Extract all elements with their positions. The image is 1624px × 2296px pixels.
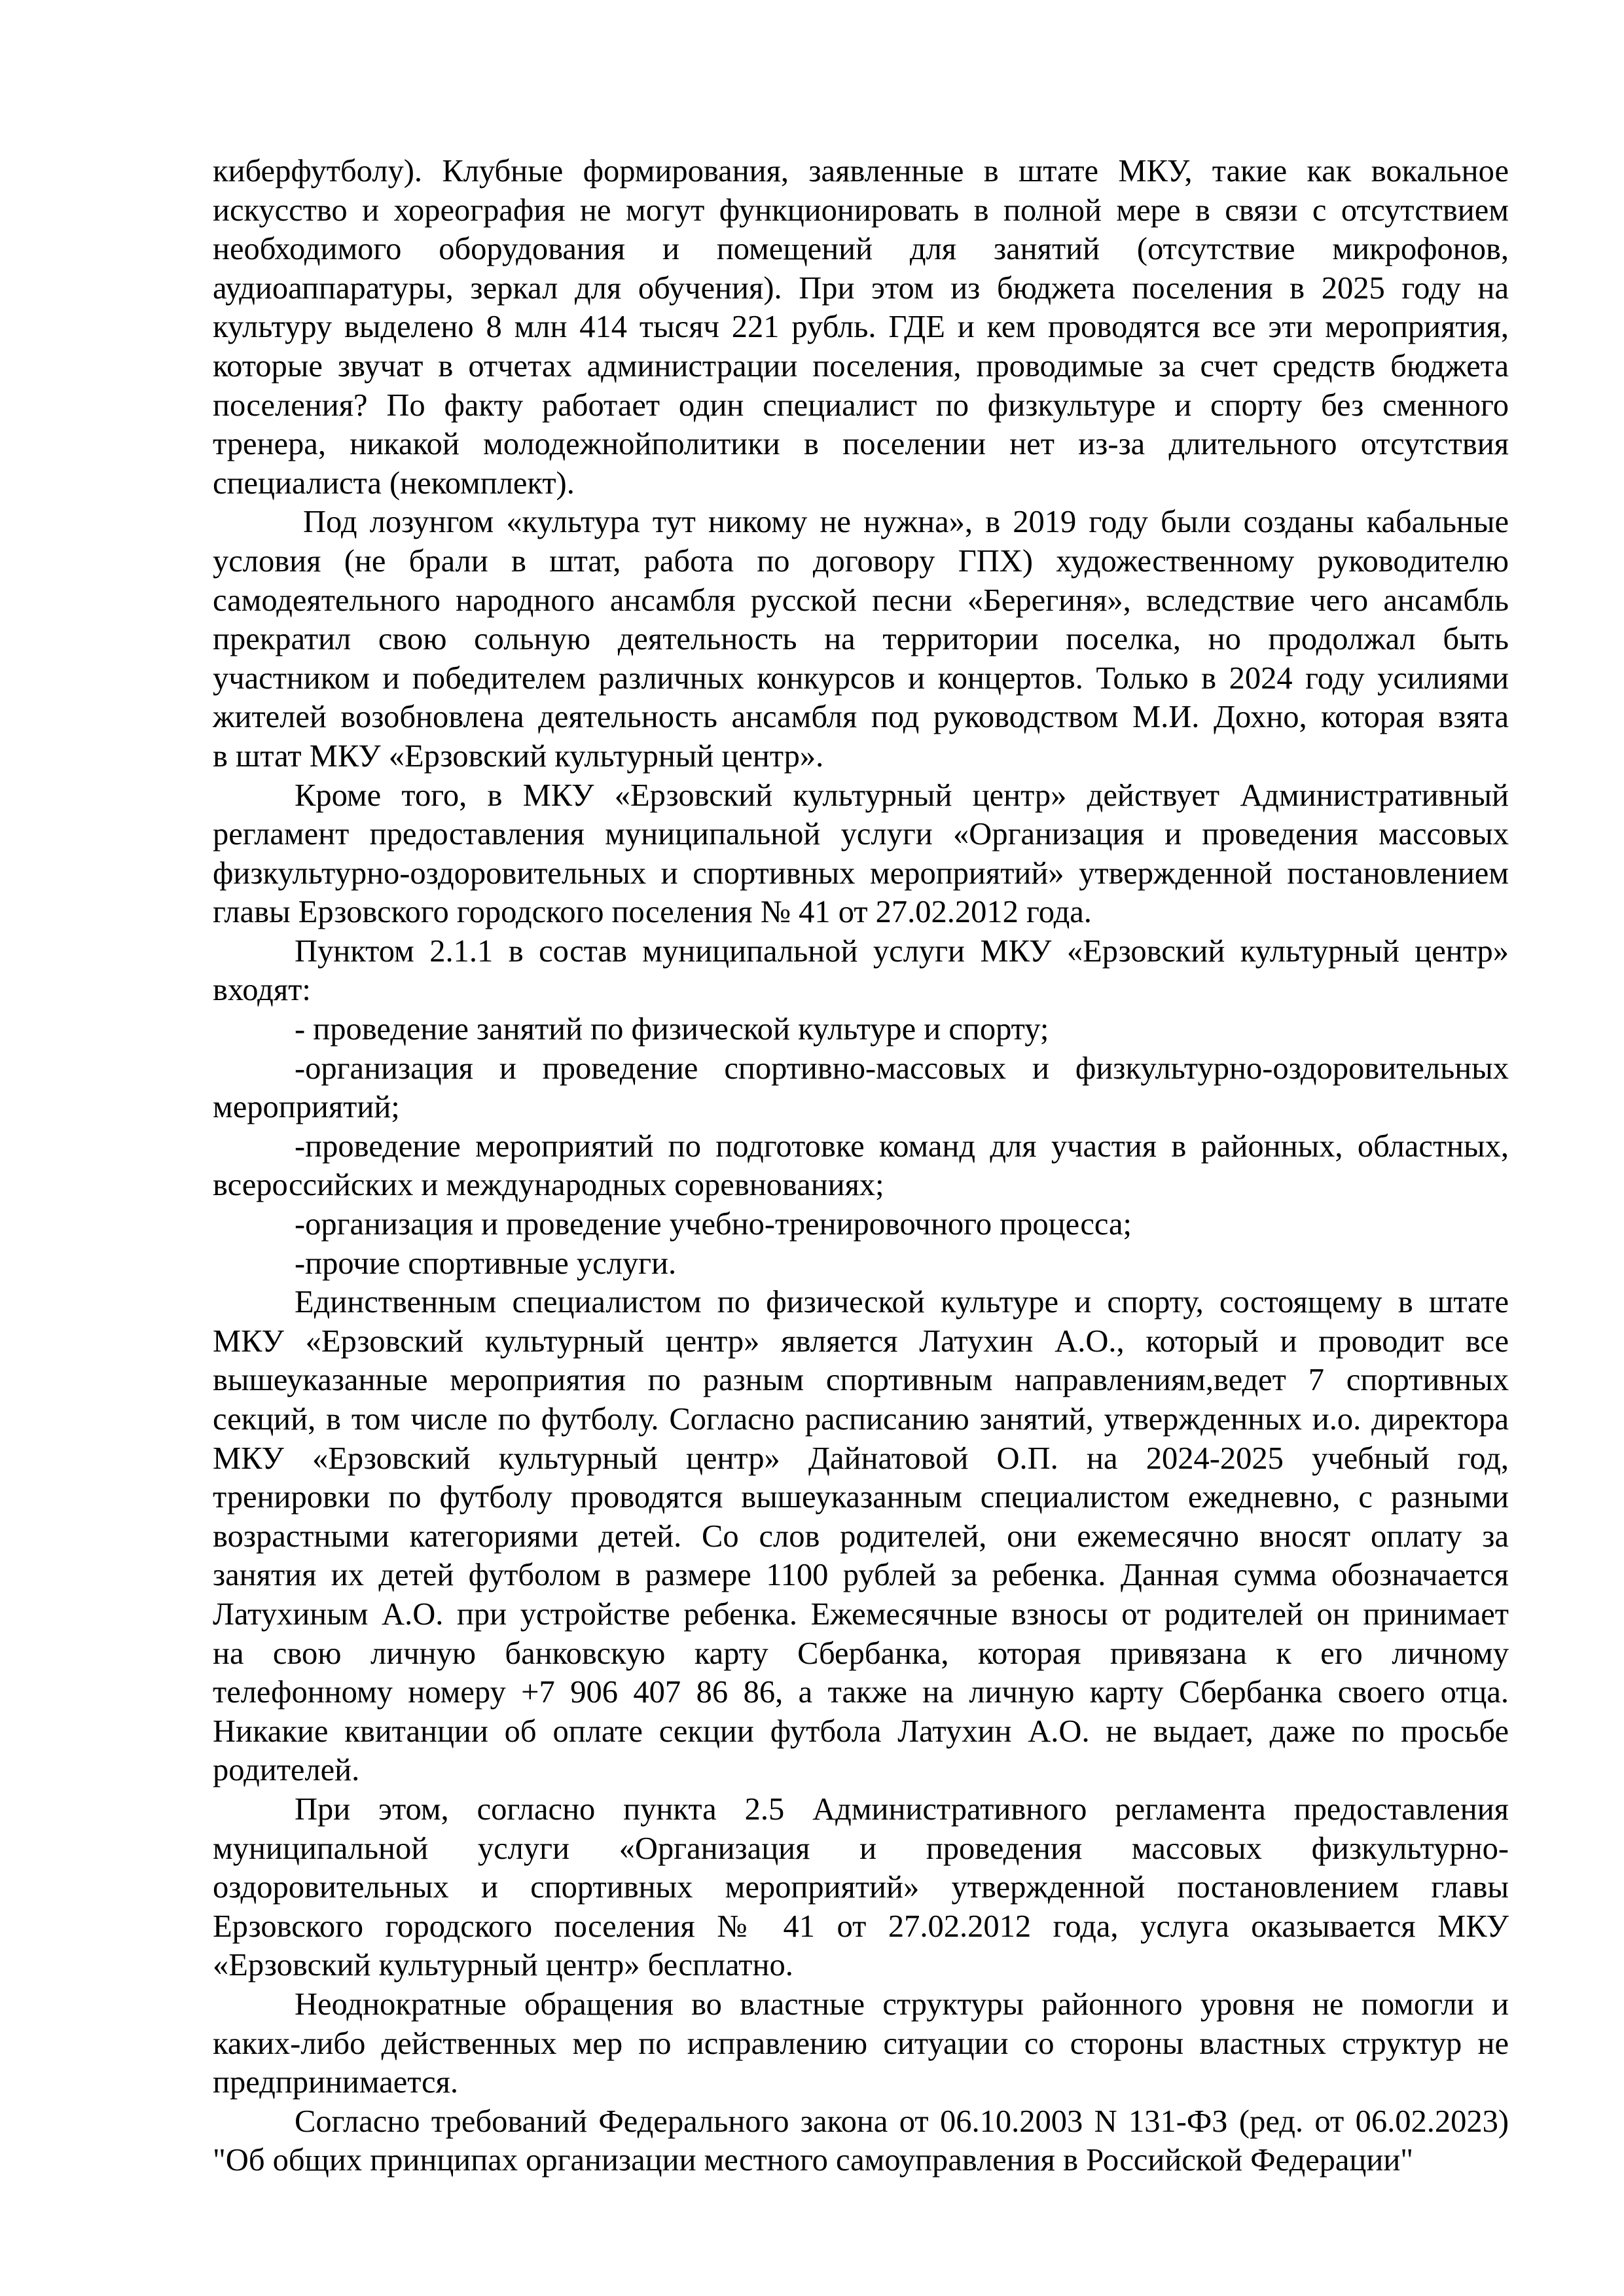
text-line: МКУ «Ерзовский культурный центр» является Латухин А.О., который и проводит все bbox=[213, 1323, 1509, 1359]
list-item bbox=[213, 1205, 1509, 1244]
paragraph-federal-law bbox=[213, 2102, 1509, 2180]
text-line: поселения? По факту работает один специалист по физкультуре и спорту без сменного bbox=[213, 387, 1509, 423]
text-line: Никакие квитанции об оплате секции футбола Латухин А.О. не выдает, даже по просьбе bbox=[213, 1713, 1509, 1749]
text-line: Кроме того, в МКУ «Ерзовский культурный центр» действует Административный bbox=[295, 778, 1509, 813]
text-line: участником и победителем различных конкурсов и концертов. Только в 2024 году усилиями bbox=[213, 660, 1509, 696]
text-line: возрастными категориями детей. Со слов родителей, они ежемесячно вносят оплату за bbox=[213, 1518, 1509, 1554]
text-line: -организация и проведение спортивно-массовых и физкультурно-оздоровительных bbox=[295, 1050, 1509, 1086]
text-line: При этом, согласно пункта 2.5 Административного регламента предоставления bbox=[295, 1791, 1509, 1827]
text-line: -организация и проведение учебно-тренировочного процесса; bbox=[295, 1207, 1132, 1242]
text-line: МКУ «Ерзовский культурный центр» Дайнатовой О.П. на 2024-2025 учебный год, bbox=[213, 1441, 1509, 1476]
text-line: входят: bbox=[213, 973, 311, 1008]
text-line: самодеятельного народного ансамбля русской песни «Берегиня», вследствие чего ансамбль bbox=[213, 583, 1509, 618]
text-line: необходимого оборудования и помещений для занятий (отсутствие микрофонов, bbox=[213, 232, 1509, 267]
text-line: родителей. bbox=[213, 1753, 360, 1788]
text-line: - проведение занятий по физической культуре и спорту; bbox=[295, 1012, 1049, 1047]
service-list bbox=[213, 1010, 1509, 1283]
text-line: муниципальной услуги «Организация и проведения массовых физкультурно- bbox=[213, 1831, 1509, 1866]
paragraph-appeals bbox=[213, 1985, 1509, 2102]
text-line: вышеуказанные мероприятия по разным спортивным направлениям,ведет 7 спортивных bbox=[213, 1363, 1509, 1398]
text-line: киберфутболу). Клубные формирования, заявленные в штате МКУ, такие как вокальное bbox=[213, 154, 1509, 188]
paragraph-sole-specialist bbox=[213, 1283, 1509, 1790]
text-line: на свою личную банковскую карту Сбербанка, которая привязана к его личному bbox=[213, 1636, 1509, 1671]
text-line: «Ерзовский культурный центр» бесплатно. bbox=[213, 1948, 793, 1983]
text-line: -прочие спортивные услуги. bbox=[295, 1246, 677, 1281]
list-item bbox=[213, 1127, 1509, 1205]
list-item bbox=[213, 1049, 1509, 1127]
paragraph-clause-2-1-1 bbox=[213, 932, 1509, 1010]
text-line: оздоровительных и спортивных мероприятий» утвержденной постановлением главы bbox=[213, 1870, 1509, 1905]
text-line: -проведение мероприятий по подготовке команд для участия в районных, областных, bbox=[295, 1128, 1509, 1164]
text-line: Пунктом 2.1.1 в состав муниципальной услуги МКУ «Ерзовский культурный центр» bbox=[295, 933, 1509, 969]
text-line: которые звучат в отчетах администрации поселения, проводимые за счет средств бюджета bbox=[213, 348, 1509, 384]
paragraph-ensemble-beregina bbox=[213, 503, 1509, 776]
text-line: искусство и хореография не могут функционировать в полной мере в связи с отсутствием bbox=[213, 192, 1509, 228]
text-line: регламент предоставления муниципальной услуги «Организация и проведения массовых bbox=[213, 817, 1509, 852]
text-line: физкультурно-оздоровительных и спортивных мероприятий» утвержденной постановлением bbox=[213, 855, 1509, 891]
text-line: каких-либо действенных мер по исправлению ситуации со стороны властных структур не bbox=[213, 2026, 1509, 2061]
text-line: секций, в том числе по футболу. Согласно расписанию занятий, утвержденных и.о. директора bbox=[213, 1402, 1509, 1437]
text-line: Неоднократные обращения во властные структуры районного уровня не помогли и bbox=[295, 1986, 1509, 2022]
list-item bbox=[213, 1010, 1509, 1049]
text-line: занятия их детей футболом в размере 1100 рублей за ребенка. Данная сумма обозначается bbox=[213, 1558, 1509, 1593]
text-line: телефонному номеру +7 906 407 86 86, а также на личную карту Сбербанка своего отца. bbox=[213, 1675, 1509, 1710]
text-line: главы Ерзовского городского поселения № 41 от 27.02.2012 года. bbox=[213, 895, 1092, 930]
text-line: тренера, никакой молодежнойполитики в поселении нет из-за длительного отсутствия bbox=[213, 427, 1509, 462]
text-line: предпринимается. bbox=[213, 2065, 458, 2100]
paragraph-budget-and-clubs bbox=[213, 152, 1509, 503]
text-line: Латухиным А.О. при устройстве ребенка. Ежемесячные взносы от родителей он принимает bbox=[213, 1596, 1509, 1632]
text-line: аудиоаппаратуры, зеркал для обучения). При этом из бюджета поселения в 2025 году на bbox=[213, 270, 1509, 306]
text-line: в штат МКУ «Ерзовский культурный центр». bbox=[213, 738, 824, 774]
paragraph-clause-2-5-free-service bbox=[213, 1790, 1509, 1985]
text-line: всероссийских и международных соревнованиях; bbox=[213, 1168, 884, 1203]
text-line: Ерзовского городского поселения № 41 от 27.02.2012 года, услуга оказывается МКУ bbox=[213, 1909, 1509, 1944]
list-item bbox=[213, 1244, 1509, 1283]
text-line: прекратил свою сольную деятельность на территории поселка, но продолжал быть bbox=[213, 622, 1509, 657]
text-line: мероприятий; bbox=[213, 1090, 400, 1125]
text-line: культуру выделено 8 млн 414 тысяч 221 рубль. ГДЕ и кем проводятся все эти мероприятия, bbox=[213, 310, 1509, 345]
text-line: Под лозунгом «культура тут никому не нужна», в 2019 году были созданы кабальные bbox=[303, 505, 1509, 540]
text-line: жителей возобновлена деятельность ансамбля под руководством М.И. Дохно, которая взята bbox=[213, 700, 1509, 735]
text-line: Единственным специалистом по физической культуре и спорту, состоящему в штате bbox=[295, 1285, 1509, 1320]
text-line: специалиста (некомплект). bbox=[213, 465, 575, 501]
text-line: "Об общих принципах организации местного самоуправления в Российской Федерации" bbox=[213, 2143, 1414, 2178]
text-line: условия (не брали в штат, работа по договору ГПХ) художественному руководителю bbox=[213, 543, 1509, 579]
text-line: Согласно требований Федерального закона от 06.10.2003 N 131-ФЗ (ред. от 06.02.2023) bbox=[295, 2104, 1509, 2139]
text-line: тренировки по футболу проводятся вышеуказанным специалистом ежедневно, с разными bbox=[213, 1480, 1509, 1515]
paragraph-admin-regulation bbox=[213, 776, 1509, 932]
document-page bbox=[213, 152, 1509, 2180]
